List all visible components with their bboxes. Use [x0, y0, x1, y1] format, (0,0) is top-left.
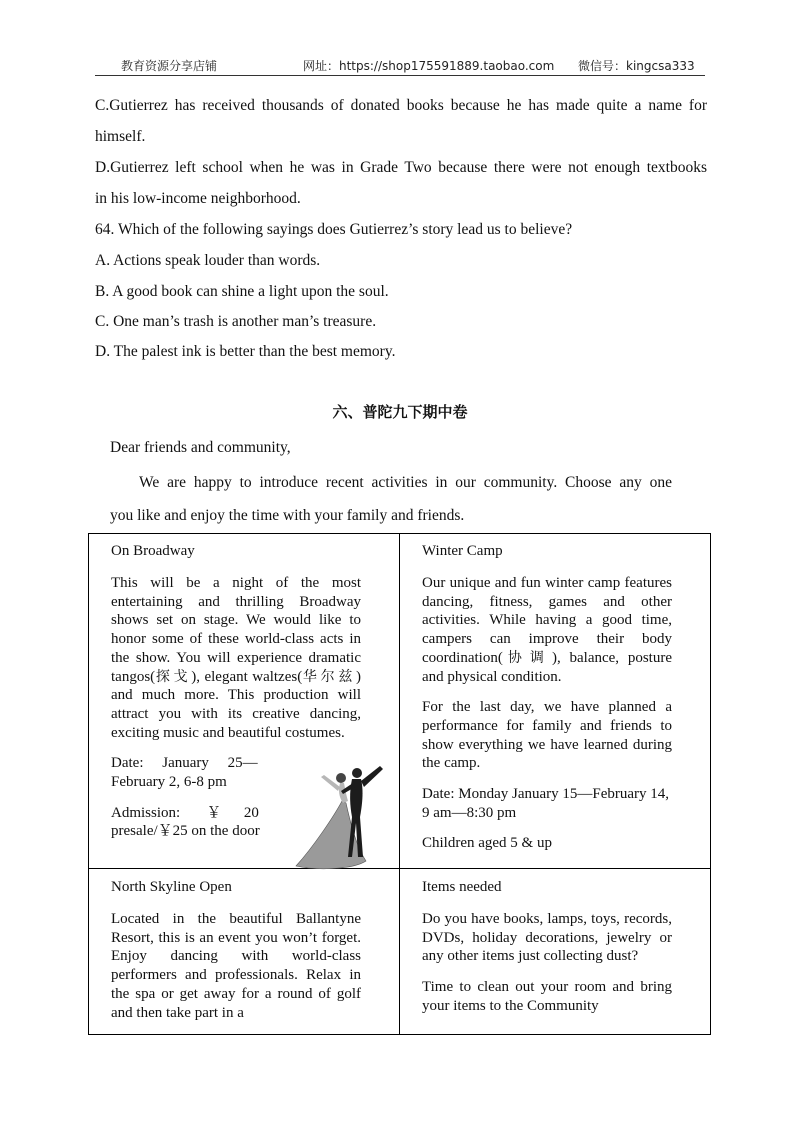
winter-camp-description: Our unique and fun winter camp features dancing, fitness, games and other activities. While having a good time, campers can improve their body coordination(协调), balance, posture and physical condition.	[422, 575, 672, 685]
q64-option-c: C. One man’s trash is another man’s treasure.	[95, 313, 377, 330]
table-horizontal-divider	[89, 868, 710, 869]
header-wechat: 微信号：kingcsa333	[578, 59, 695, 73]
items-needed-question: Do you have books, lamps, toys, records, DVDs, holiday decorations, jewelry or any other items just collecting dust?	[422, 911, 672, 965]
dancing-couple-image	[294, 761, 389, 871]
letter-greeting: Dear friends and community,	[110, 439, 291, 456]
page-header	[95, 57, 705, 76]
winter-camp-date: Date: Monday January 15—February 14, 9 am—8:30 pm	[422, 786, 670, 821]
cell-winter-camp	[422, 542, 672, 853]
q64-option-d: D. The palest ink is better than the best memory.	[95, 343, 396, 360]
q64-option-b: B. A good book can shine a light upon the soul.	[95, 283, 389, 300]
q63-option-d-line2: in his low-income neighborhood.	[95, 190, 301, 207]
section-title: 六、普陀九下期中卷	[332, 403, 468, 421]
winter-camp-performance: For the last day, we have planned a performance for family and friends to show everything we have learned during the camp.	[422, 699, 672, 772]
on-broadway-date: Date: January 25— February 2, 6-8 pm	[111, 755, 258, 791]
q64-stem: 64. Which of the following sayings does Gutierrez’s story lead us to believe?	[95, 221, 573, 238]
letter-intro-line2: you like and enjoy the time with your family and friends.	[110, 507, 465, 524]
q63-option-c-line2: himself.	[95, 128, 146, 145]
cell-items-needed	[422, 878, 672, 1016]
on-broadway-title: On Broadway	[111, 543, 195, 559]
header-shop-name: 教育资源分享店铺	[121, 59, 218, 73]
table-vertical-divider	[399, 534, 400, 1034]
header-url: 网址：https://shop175591889.taobao.com	[303, 59, 555, 73]
winter-camp-ages: Children aged 5 & up	[422, 835, 552, 852]
activities-table	[88, 533, 711, 1035]
winter-camp-title: Winter Camp	[422, 543, 503, 559]
cell-north-skyline-open	[111, 878, 361, 1022]
skyline-description: Located in the beautiful Ballantyne Resort, this is an event you won’t forget. Enjoy dancing with world-class performers and professionals. Relax in the spa or get away for a round of golf and then take part in a	[111, 911, 361, 1021]
items-needed-title: Items needed	[422, 879, 502, 895]
q63-option-d-line1: D.Gutierrez left school when he was in Grade Two because there were not enough textbooks	[95, 159, 707, 176]
skyline-title: North Skyline Open	[111, 879, 232, 895]
on-broadway-description: This will be a night of the most entertaining and thrilling Broadway shows set on stage. We would like to honor some of these world-class acts in the show. You will experience dramatic tangos(探戈), elegant waltzes(华尔兹) and much more. This production will attract you with its creative dancing, exciting music and beautiful costumes.	[111, 575, 362, 741]
q64-option-a: A. Actions speak louder than words.	[95, 252, 321, 269]
on-broadway-admission: Admission: ￥ 20 presale/￥25 on the door	[111, 804, 260, 840]
q63-option-c-line1: C.Gutierrez has received thousands of donated books because he has made quite a name for	[95, 97, 707, 114]
letter-intro-line1: We are happy to introduce recent activities in our community. Choose any one	[139, 474, 672, 491]
items-needed-instruction: Time to clean out your room and bring your items to the Community	[422, 979, 672, 1014]
